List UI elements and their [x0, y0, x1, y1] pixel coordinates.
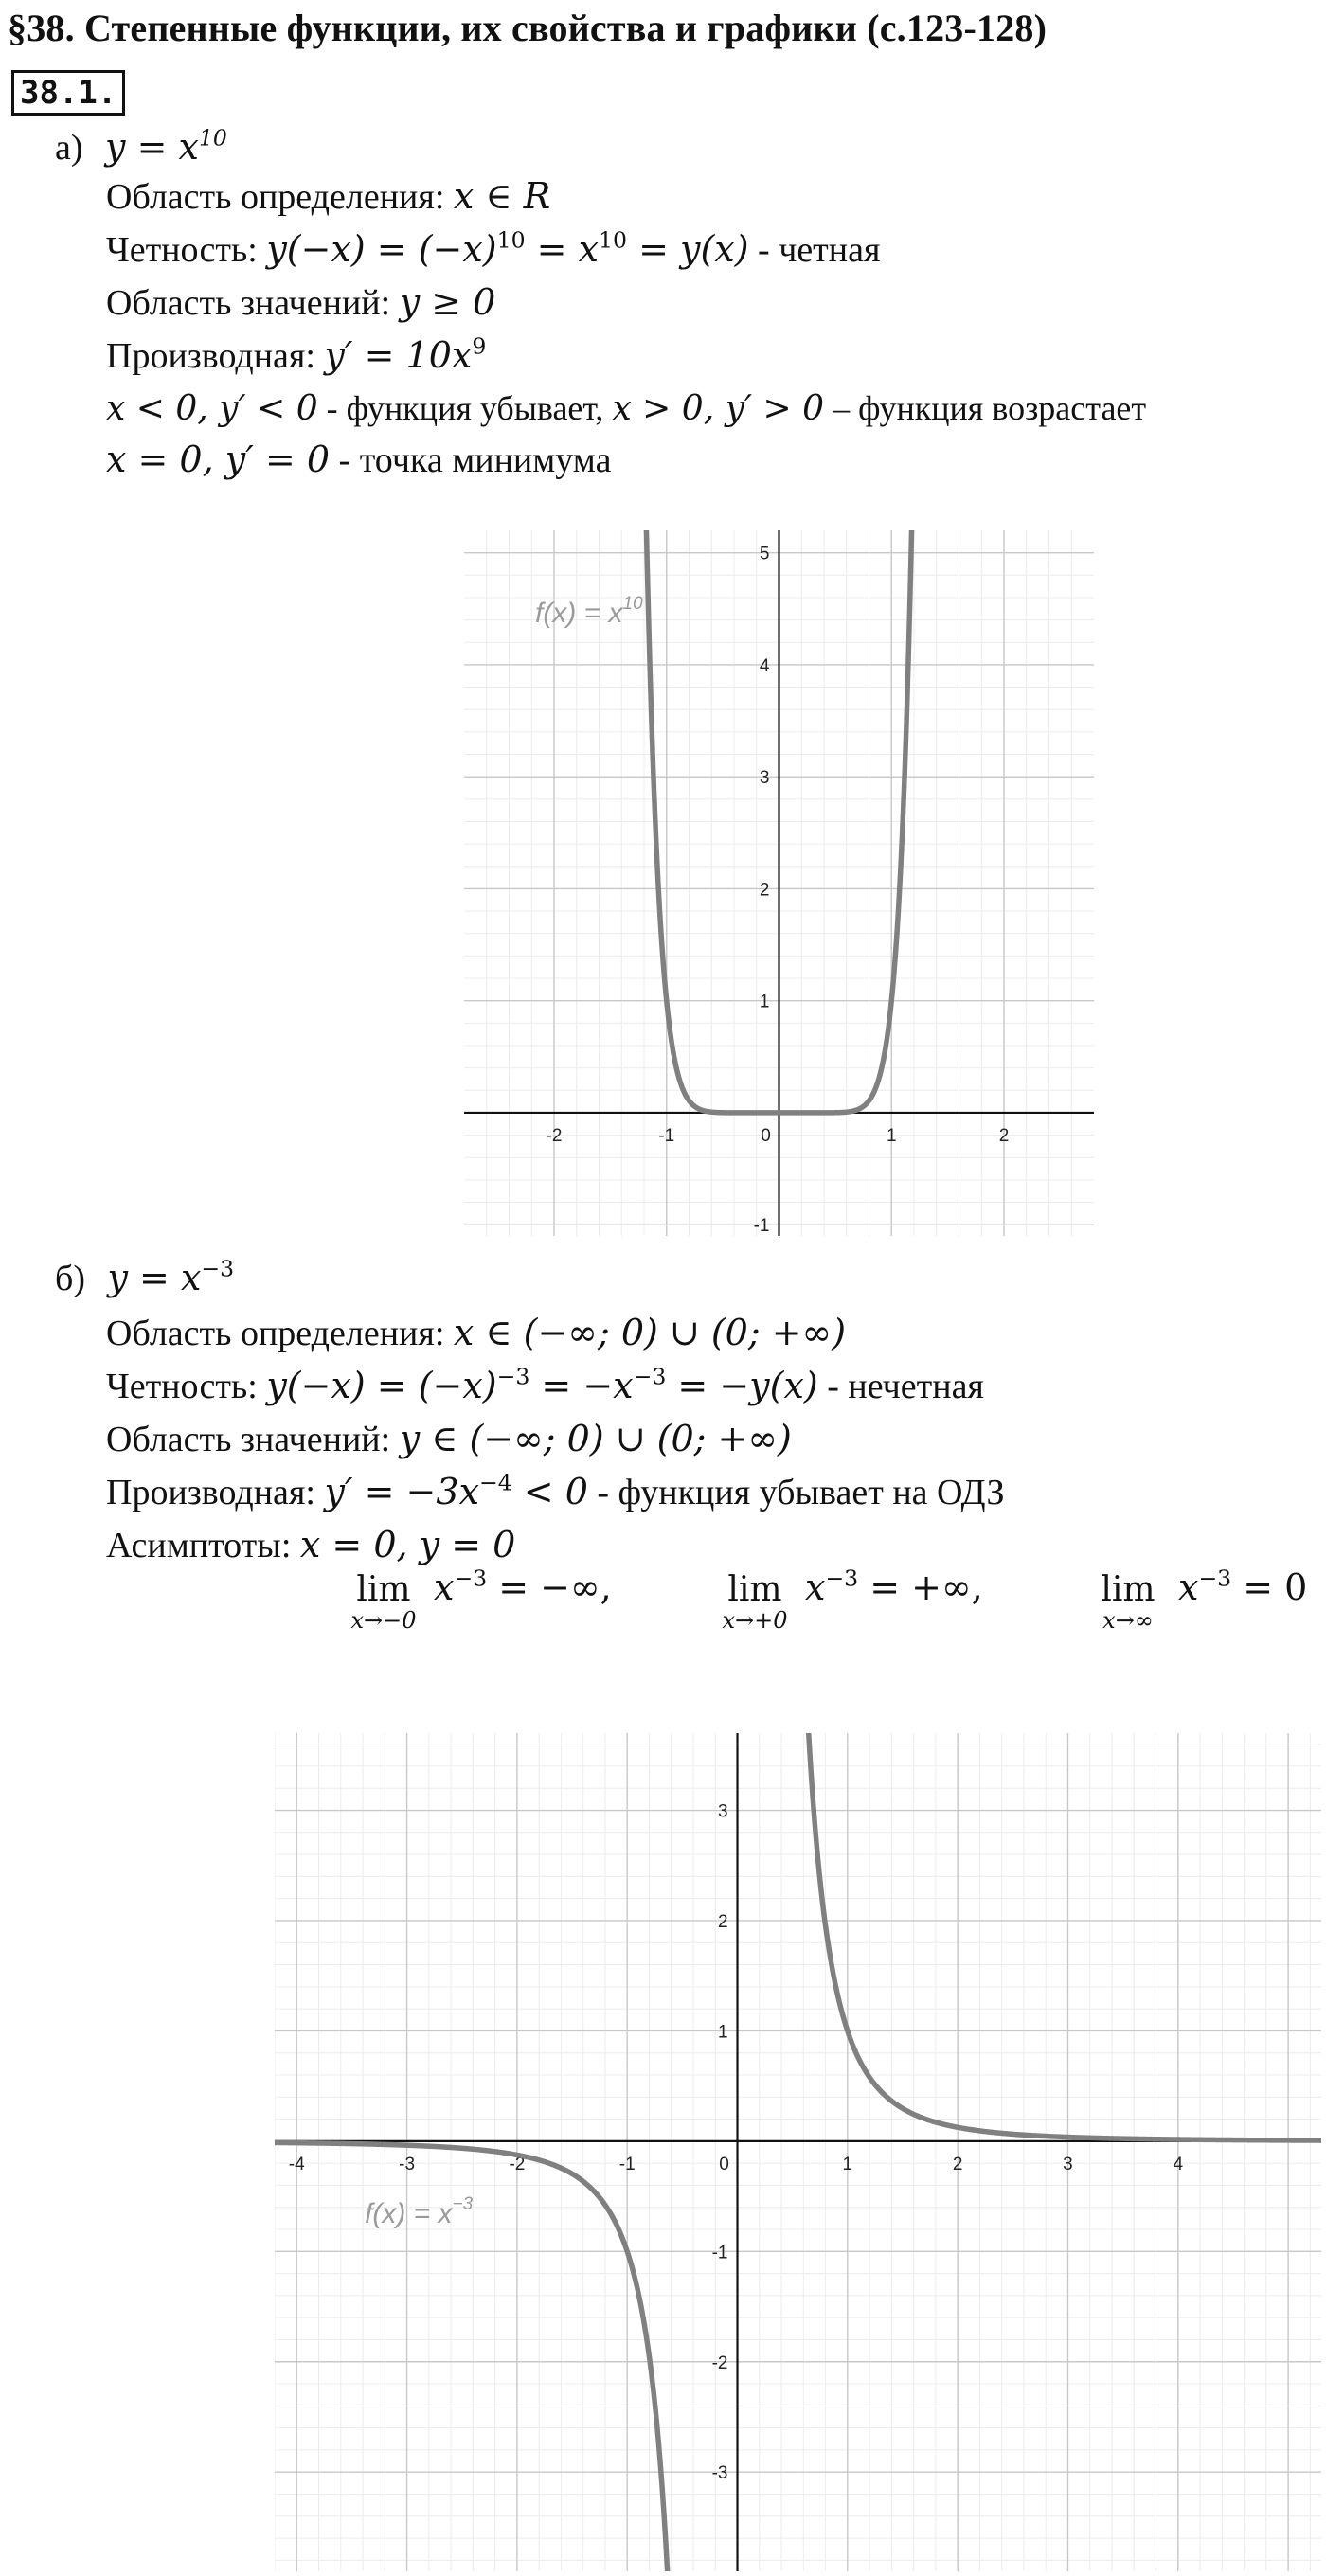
- part-b-label: б): [55, 1259, 85, 1298]
- part-a-derivative: Производная: $y' = 10x^9$: [106, 332, 487, 376]
- page-title: §38. Степенные функции, их свойства и графики (с.123-128): [8, 7, 1048, 49]
- part-a-header: [55, 121, 227, 173]
- part-b-header: [55, 1252, 234, 1304]
- y-tick-label: 5: [759, 544, 770, 564]
- y-tick-label: 3: [759, 768, 770, 789]
- y-tick-label: 2: [759, 880, 770, 901]
- x-tick-label: -2: [546, 1125, 563, 1146]
- y-tick-label: 2: [717, 1911, 728, 1932]
- y-tick-label: -2: [711, 2352, 728, 2373]
- x-tick-label: -2: [509, 2154, 526, 2174]
- y-tick-label: 4: [759, 655, 770, 676]
- x-tick-label: 2: [998, 1125, 1010, 1146]
- chart-x-minus3: [275, 1733, 1321, 2571]
- y-tick-label: 1: [759, 992, 770, 1012]
- x-tick-label: 0: [719, 2154, 729, 2174]
- y-tick-label: 1: [717, 2022, 728, 2043]
- function-label: $f(x) = x^{-3}$: [365, 2194, 474, 2229]
- y-tick-label: 3: [717, 1801, 728, 1822]
- part-a-func: $y = x^{10}$: [105, 124, 227, 168]
- x-tick-label: 1: [842, 2154, 853, 2174]
- y-tick-label: -3: [711, 2463, 728, 2484]
- x-tick-label: 2: [952, 2154, 963, 2174]
- x-tick-label: 4: [1173, 2154, 1184, 2174]
- part-b-func: $y = x^{-3}$: [107, 1255, 235, 1298]
- part-a-domain: Область определения: x ∈ R: [106, 175, 551, 217]
- x-tick-label: -1: [658, 1125, 675, 1146]
- part-b-domain: Область определения: x ∈ (−∞; 0) ∪ (0; +∞): [106, 1312, 847, 1353]
- part-a-extremum: x = 0, y′ = 0 - точка минимума: [106, 438, 612, 480]
- function-curve-2: [803, 1733, 1321, 2140]
- y-tick-label: -1: [753, 1216, 770, 1236]
- part-a-range: Область значений: y ≥ 0: [106, 281, 496, 323]
- part-b-derivative: Производная: $y' = -3x^{-4} < 0$ - функция убывает на ОДЗ: [106, 1469, 1005, 1512]
- chart-x10: [464, 530, 1094, 1236]
- x-tick-label: -4: [288, 2154, 305, 2174]
- x-tick-label: -1: [618, 2154, 636, 2174]
- x-tick-label: 3: [1063, 2154, 1073, 2174]
- part-a-parity: Четность: $y(-x) = (-x)^{10} = x^{10} = y(x)$ - четная: [106, 226, 881, 270]
- part-b-asymptotes: Асимптоты: x = 0, y = 0: [106, 1524, 516, 1565]
- part-b-parity: Четность: $y(-x) = (-x)^{-3} = -x^{-3} = -y(x)$ - нечетная: [106, 1363, 984, 1406]
- x-tick-label: -3: [399, 2154, 416, 2174]
- part-b-range: Область значений: y ∈ (−∞; 0) ∪ (0; +∞): [106, 1418, 792, 1459]
- part-a-monotonicity: x < 0, y′ < 0 - функция убывает, x > 0, y′ > 0 – функция возрастает: [106, 389, 1147, 428]
- function-label: $f(x) = x^{10}$: [535, 594, 643, 629]
- x-tick-label: 1: [886, 1125, 897, 1146]
- y-tick-label: -1: [711, 2243, 728, 2263]
- x-tick-label: 0: [761, 1125, 771, 1146]
- part-a-label: а): [55, 128, 83, 168]
- task-number: 38.1.: [11, 70, 125, 116]
